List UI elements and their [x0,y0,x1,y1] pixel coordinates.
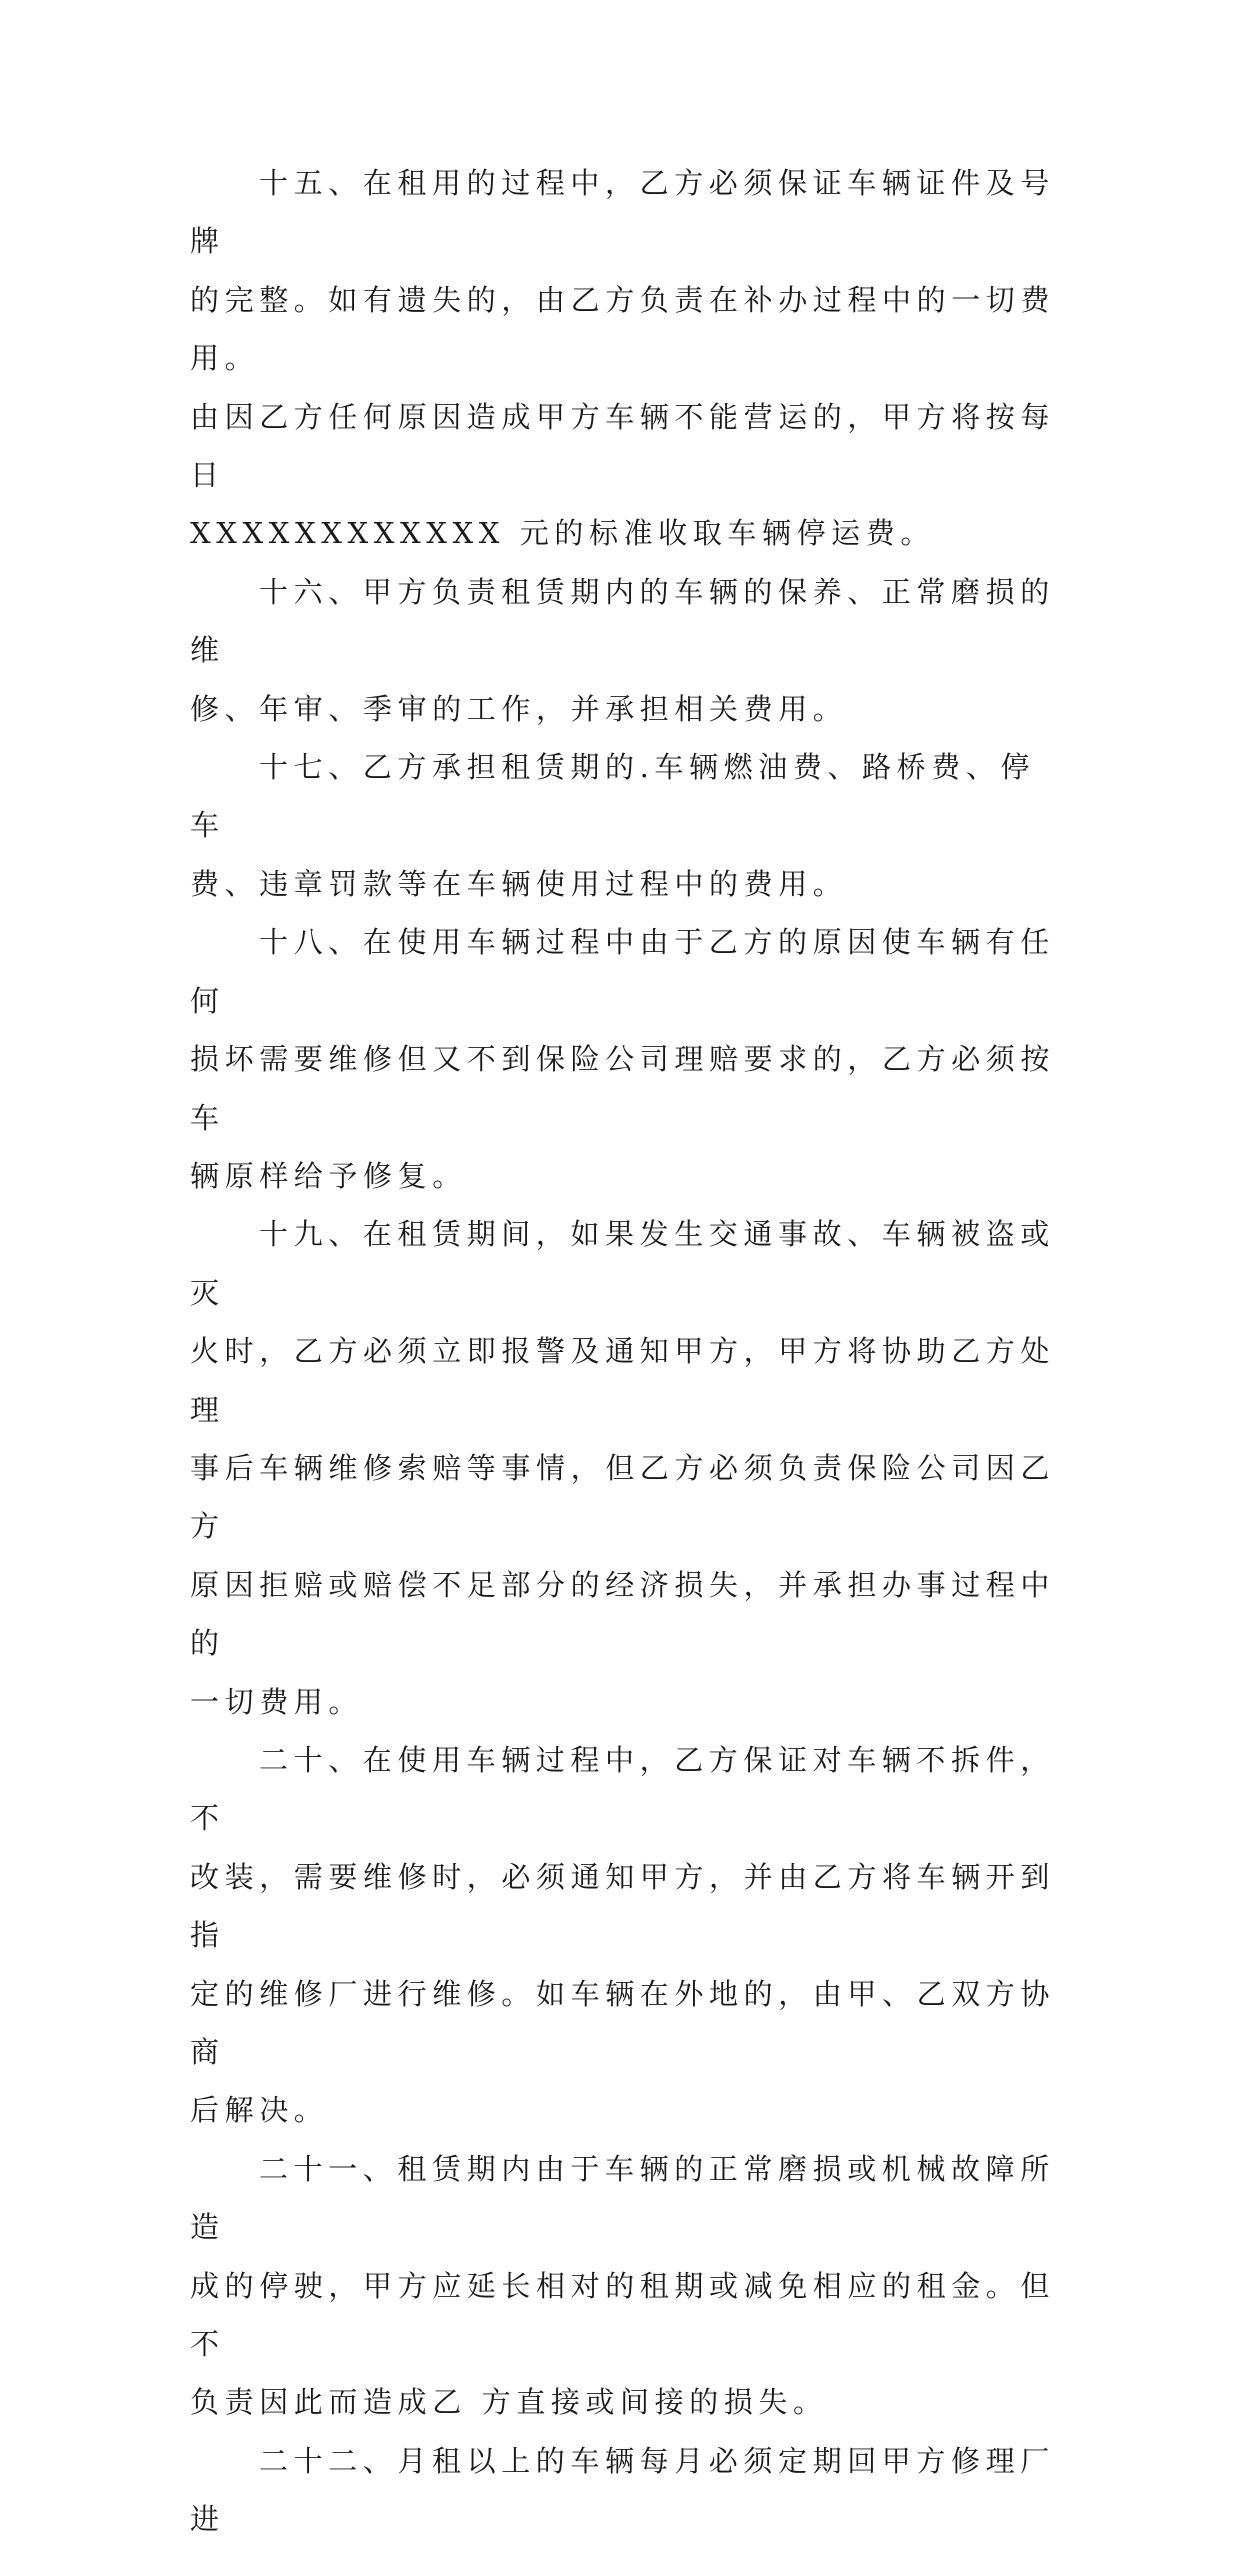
clause-16 [190,563,1060,738]
clause-18 [190,913,1060,1205]
clause-20 [190,1731,1060,2140]
text-line: 原因拒赔或赔偿不足部分的经济损失，并承担办事过程中的 [190,1567,1056,1661]
text-line: 二十一、租赁期内由于车辆的正常磨损或机械故障所造 [190,2151,1055,2245]
clause-21 [190,2140,1060,2432]
text-line: 负责因此而造成乙 方直接或间接的损失。 [190,2385,828,2420]
document-body [190,154,1060,2549]
text-line: 十六、甲方负责租赁期内的车辆的保养、正常磨损的维 [190,574,1055,668]
text-line: 成的停驶，甲方应延长相对的租期或减免相应的租金。但不 [190,2268,1056,2362]
text-line: 事后车辆维修索赔等事情，但乙方必须负责保险公司因乙方 [190,1450,1056,1544]
clause-22 [190,2432,1060,2549]
text-line: 改装，需要维修时，必须通知甲方，并由乙方将车辆开到指 [190,1859,1056,1953]
clause-15 [190,154,1060,563]
text-line: 十八、在使用车辆过程中由于乙方的原因使车辆有任何 [190,925,1055,1018]
text-line: 辆原样给予修复。 [190,1158,467,1193]
text-line: 定的维修厂进行维修。如车辆在外地的，由甲、乙双方协商 [190,1976,1056,2069]
text-line: 十五、在租用的过程中，乙方必须保证车辆证件及号牌 [190,166,1055,259]
text-line: 二十二、月租以上的车辆每月必须定期回甲方修理厂进 [190,2443,1055,2537]
text-line: 由因乙方任何原因造成甲方车辆不能营运的，甲方将按每日 [190,399,1056,493]
text-line: XXXXXXXXXXXX 元的标准收取车辆停运费。 [190,516,935,551]
text-line: 损坏需要维修但又不到保险公司理赔要求的，乙方必须按车 [190,1042,1056,1135]
text-line: 十九、在租赁期间，如果发生交通事故、车辆被盗或灭 [190,1217,1055,1310]
text-line: 十七、乙方承担租赁期的.车辆燃油费、路桥费、停车 [190,750,1036,843]
text-line: 一切费用。 [190,1684,364,1719]
clause-17 [190,738,1060,913]
clause-19 [190,1205,1060,1731]
text-line: 的完整。如有遗失的，由乙方负责在补办过程中的一切费用。 [190,282,1056,376]
text-line: 修、年审、季审的工作，并承担相关费用。 [190,691,848,726]
text-line: 后解决。 [190,2093,329,2128]
text-line: 费、违章罚款等在车辆使用过程中的费用。 [190,866,848,901]
text-line: 二十、在使用车辆过程中，乙方保证对车辆不拆件，不 [190,1742,1055,1836]
text-line: 火时，乙方必须立即报警及通知甲方，甲方将协助乙方处理 [190,1334,1056,1427]
